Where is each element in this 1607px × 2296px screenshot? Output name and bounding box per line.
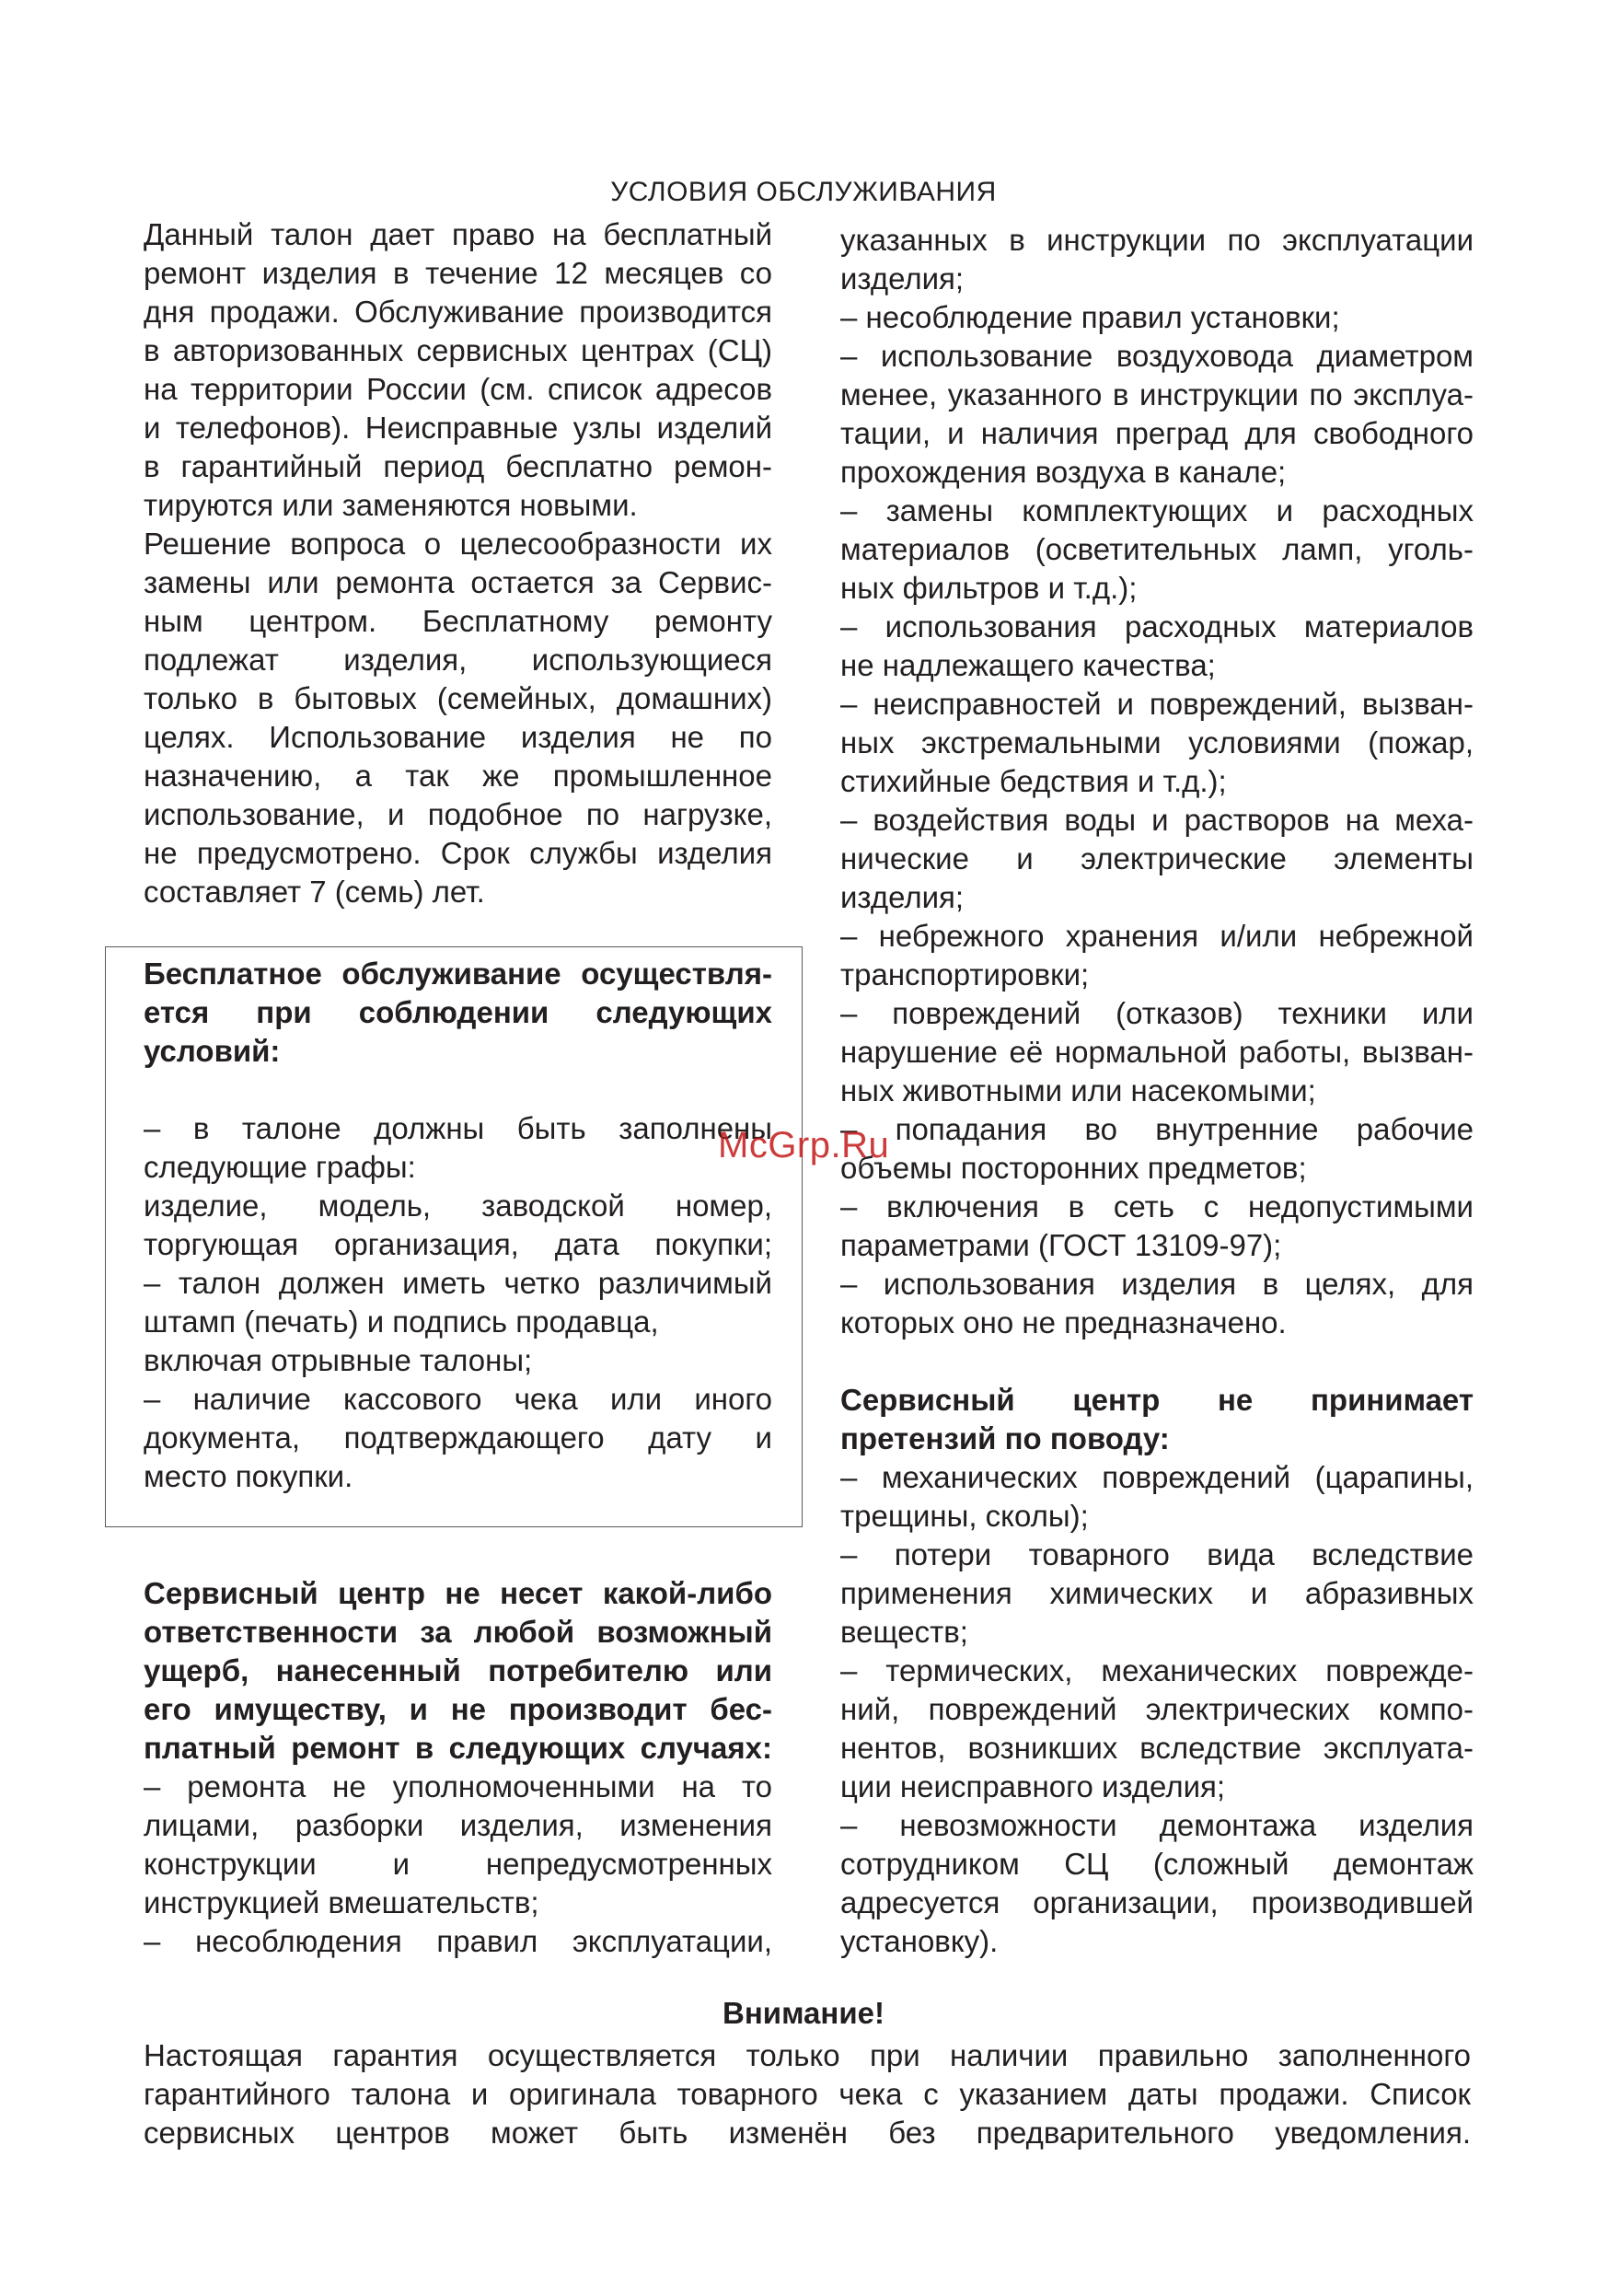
service-center-item-line: применения химических и абразивных xyxy=(840,1576,1474,1610)
liability-item-line: – несоблюдения правил эксплуатации, xyxy=(144,1924,772,1958)
exclusion-line: материалов (осветительных ламп, уголь- xyxy=(840,532,1474,566)
liability-heading-line: его имуществу, и не производит бес- xyxy=(144,1692,772,1726)
conditions-item-line: документа, подтверждающего дату и xyxy=(144,1421,772,1455)
liability-item-line: конструкции и непредусмотренных xyxy=(144,1847,772,1881)
intro-paragraph xyxy=(144,215,772,911)
liability-heading-line: платный ремонт в следующих случаях: xyxy=(144,1731,772,1765)
liability-heading-line: ущерб, нанесенный потребителю или xyxy=(144,1653,772,1687)
service-center-item-line: сотрудником СЦ (сложный демонтаж xyxy=(840,1847,1474,1881)
exclusion-line: – несоблюдение правил установки; xyxy=(840,300,1340,334)
exclusion-line: – использования изделия в целях, для xyxy=(840,1267,1474,1301)
exclusion-line: ных животными или насекомыми; xyxy=(840,1073,1316,1107)
exclusion-line: – неисправностей и повреждений, вызван- xyxy=(840,687,1474,721)
conditions-item-line: изделие, модель, заводской номер, xyxy=(144,1189,772,1223)
liability-item-line: лицами, разборки изделия, изменения xyxy=(144,1808,772,1842)
service-center-heading-line: претензий по поводу: xyxy=(840,1421,1170,1455)
service-center-item-line: ции неисправного изделия; xyxy=(840,1769,1226,1803)
liability-item-line: инструкцией вмешательств; xyxy=(144,1885,539,1919)
exclusion-line: – замены комплектующих и расходных xyxy=(840,493,1474,528)
exclusion-line: тации, и наличия преград для свободного xyxy=(840,416,1474,450)
intro-line: в авторизованных сервисных центрах (СЦ) xyxy=(144,333,772,367)
exclusion-line: нарушение её нормальной работы, вызван- xyxy=(840,1035,1474,1069)
service-center-heading-line: Сервисный центр не принимает xyxy=(840,1383,1474,1417)
exclusion-line: объемы посторонних предметов; xyxy=(840,1151,1307,1185)
intro-line: не предусмотрено. Срок службы изделия xyxy=(144,836,772,870)
exclusion-line: указанных в инструкции по эксплуатации xyxy=(840,223,1474,257)
exclusions-list xyxy=(840,221,1474,1342)
exclusion-line: не надлежащего качества; xyxy=(840,648,1216,682)
intro-line: подлежат изделия, использующиеся xyxy=(144,643,772,677)
service-center-item-line: веществ; xyxy=(840,1615,968,1649)
conditions-heading-line: ется при соблюдении следующих xyxy=(144,995,772,1029)
exclusion-line: параметрами (ГОСТ 13109-97); xyxy=(840,1228,1282,1262)
conditions-item-line: включая отрывные талоны; xyxy=(144,1343,533,1377)
conditions-item-line: следующие графы: xyxy=(144,1150,416,1184)
conditions-item-line: место покупки. xyxy=(144,1459,353,1493)
intro-line: тируются или заменяются новыми. xyxy=(144,488,638,522)
liability-item-line: – ремонта не уполномоченными на то xyxy=(144,1769,772,1803)
conditions-item-line: штамп (печать) и подпись продавца, xyxy=(144,1305,659,1339)
exclusion-line: которых оно не предназначено. xyxy=(840,1305,1287,1339)
service-center-item-line: адресуется организации, производившей xyxy=(840,1885,1474,1919)
service-center-section xyxy=(840,1381,1474,1961)
attention-line: сервисных центров может быть изменён без предварительного уведомления. xyxy=(144,2116,1471,2150)
liability-heading-line: ответственности за любой возможный xyxy=(144,1615,772,1649)
intro-line: в гарантийный период бесплатно ремон- xyxy=(144,449,772,483)
exclusion-line: ных фильтров и т.д.); xyxy=(840,571,1138,605)
service-center-item-line: – невозможности демонтажа изделия xyxy=(840,1808,1474,1842)
exclusion-line: – попадания во внутренние рабочие xyxy=(840,1112,1474,1146)
attention-line: гарантийного талона и оригинала товарного чека с указанием даты продажи. Список xyxy=(144,2077,1471,2111)
intro-line: Данный талон дает право на бесплатный xyxy=(144,217,772,251)
intro-line: Решение вопроса о целесообразности их xyxy=(144,527,772,561)
spacer xyxy=(144,1071,772,1109)
intro-line: на территории России (см. список адресов xyxy=(144,372,772,406)
exclusion-line: – повреждений (отказов) техники или xyxy=(840,996,1474,1030)
exclusion-line: стихийные бедствия и т.д.); xyxy=(840,764,1227,798)
intro-line: и телефонов). Неисправные узлы изделий xyxy=(144,411,772,445)
exclusion-line: ных экстремальными условиями (пожар, xyxy=(840,725,1474,760)
exclusion-line: – небрежного хранения и/или небрежной xyxy=(840,919,1474,953)
exclusion-line: – использования расходных материалов xyxy=(840,609,1474,644)
page-title: УСЛОВИЯ ОБСЛУЖИВАНИЯ xyxy=(610,177,997,208)
intro-line: ремонт изделия в течение 12 месяцев со xyxy=(144,256,772,290)
service-center-item-line: – термических, механических поврежде- xyxy=(840,1653,1474,1687)
attention-title: Внимание! xyxy=(723,1996,884,2030)
liability-section xyxy=(144,1574,772,1961)
exclusion-line: прохождения воздуха в канале; xyxy=(840,455,1287,489)
intro-line: составляет 7 (семь) лет. xyxy=(144,875,485,909)
attention-paragraph xyxy=(144,2036,1471,2152)
exclusion-line: изделия; xyxy=(840,880,965,914)
exclusion-line: – включения в сеть с недопустимыми xyxy=(840,1189,1474,1223)
intro-line: ным центром. Бесплатному ремонту xyxy=(144,604,772,638)
intro-line: замены или ремонта остается за Сервис- xyxy=(144,565,772,599)
service-center-item-line: установку). xyxy=(840,1924,999,1958)
service-center-item-line: – потери товарного вида вследствие xyxy=(840,1537,1474,1571)
exclusion-line: изделия; xyxy=(840,261,965,296)
intro-line: использование, и подобное по нагрузке, xyxy=(144,797,772,831)
conditions-item-line: торгующая организация, дата покупки; xyxy=(144,1227,772,1261)
conditions-heading-line: условий: xyxy=(144,1034,281,1068)
service-center-item-line: – механических повреждений (царапины, xyxy=(840,1460,1474,1494)
service-center-item-line: трещины, сколы); xyxy=(840,1499,1089,1533)
exclusion-line: – воздействия воды и растворов на меха- xyxy=(840,803,1474,837)
watermark: McGrp.Ru xyxy=(718,1125,890,1165)
intro-line: целях. Использование изделия не по xyxy=(144,720,772,754)
attention-line: Настоящая гарантия осуществляется только при наличии правильно заполненного xyxy=(144,2038,1471,2072)
intro-line: только в бытовых (семейных, домашних) xyxy=(144,681,772,715)
service-center-item-line: ний, повреждений электрических компо- xyxy=(840,1692,1474,1726)
exclusion-line: – использование воздуховода диаметром xyxy=(840,339,1474,373)
conditions-item-line: – талон должен иметь четко различимый xyxy=(144,1266,772,1300)
liability-heading-line: Сервисный центр не несет какой-либо xyxy=(144,1576,772,1610)
exclusion-line: менее, указанного в инструкции по эксплуа- xyxy=(840,377,1474,412)
exclusion-line: нические и электрические элементы xyxy=(840,841,1474,875)
conditions-heading-line: Бесплатное обслуживание осуществля- xyxy=(144,957,772,991)
intro-line: назначению, а так же промышленное xyxy=(144,759,772,793)
exclusion-line: транспортировки; xyxy=(840,957,1090,991)
intro-line: дня продажи. Обслуживание производится xyxy=(144,295,772,329)
conditions-item-line: – наличие кассового чека или иного xyxy=(144,1382,772,1416)
conditions-item-line: – в талоне должны быть заполнены xyxy=(144,1111,772,1145)
conditions-box xyxy=(144,955,772,1496)
service-center-item-line: нентов, возникших вследствие эксплуата- xyxy=(840,1731,1474,1765)
